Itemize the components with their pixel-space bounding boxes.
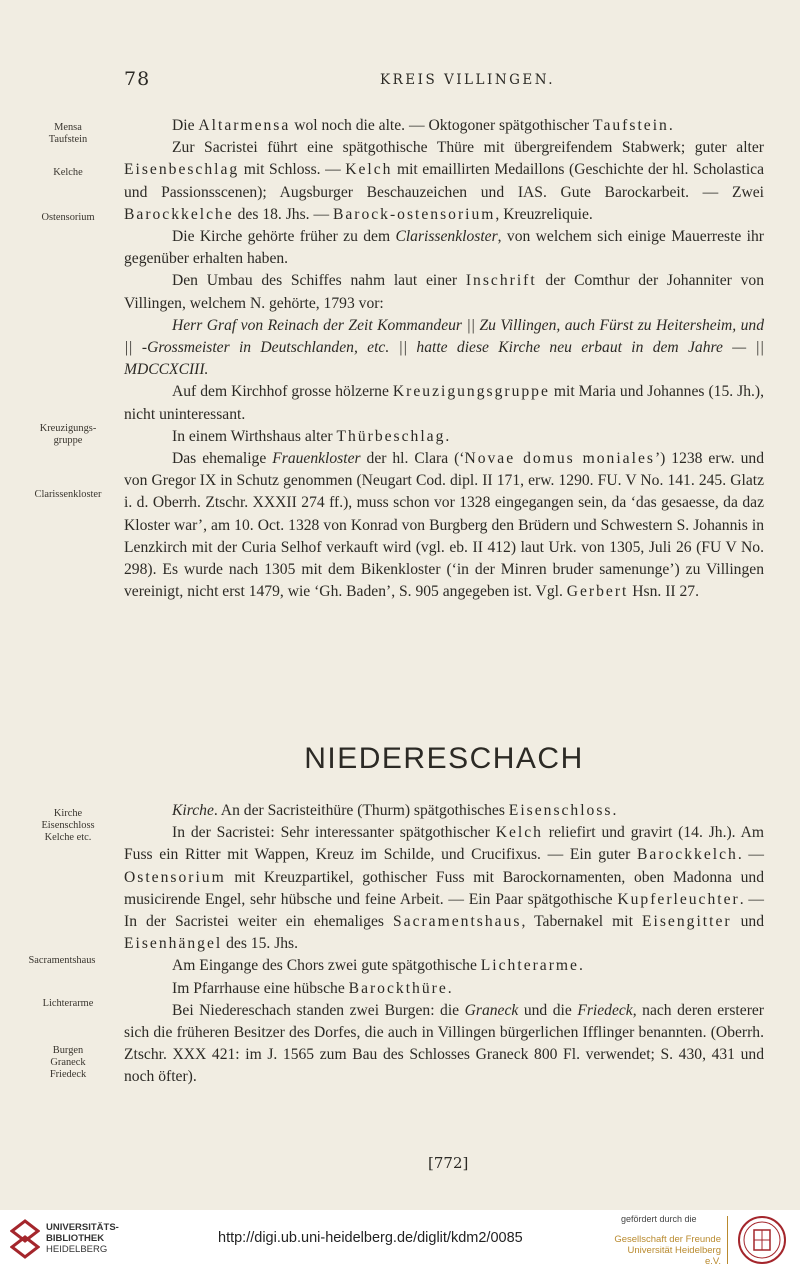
margin-note-kreuzigungsgruppe: Kreuzigungs- bbox=[39, 423, 97, 434]
paragraph: Im Pfarrhause eine hübsche Barockthüre. bbox=[172, 979, 452, 997]
margin-note-burgen: Burgen bbox=[52, 1045, 84, 1056]
university-library-logo-icon[interactable] bbox=[10, 1219, 40, 1259]
paragraph: Bei Niedereschach standen zwei Burgen: die Graneck und die Friedeck, nach deren ersterer sich die früheren Besitzer des Dorfes, die auch in Villingen bürgerlichen Ifflinger benannten. (Oberrh. Ztschr. XXX 421: im J. 1565 zum Bau des Schlosses Graneck 800 Fl. verwendet; S. 430, 431 und noch öfter). bbox=[124, 1001, 764, 1086]
margin-note-kirche: Kirche bbox=[53, 808, 83, 819]
footer-divider bbox=[727, 1216, 728, 1264]
permalink-url[interactable]: http://digi.ub.uni-heidelberg.de/diglit/kdm2/0085 bbox=[218, 1230, 523, 1246]
text-block-niedereschach bbox=[124, 800, 764, 1089]
margin-note-kelche: Kelche bbox=[53, 167, 83, 178]
paragraph: In einem Wirthshaus alter Thürbeschlag. bbox=[172, 427, 450, 445]
text-block-villingen bbox=[124, 115, 764, 603]
university-seal-icon[interactable] bbox=[737, 1215, 787, 1265]
paragraph: Am Eingange des Chors zwei gute spätgothische Lichterarme. bbox=[172, 957, 583, 975]
inscription-verse: Herr Graf von Reinach der Zeit Kommandeur || Zu Villingen, auch Fürst zu Heitersheim, und || -Grossmeister in Deutschlanden, etc. || hatte diese Kirche neu erbaut in dem Jahre — || MDCCXCIII. bbox=[124, 316, 764, 379]
viewer-footer bbox=[0, 1210, 800, 1269]
margin-note-eisenschloss: Eisenschloss bbox=[41, 820, 95, 831]
paragraph: Zur Sacristei führt eine spätgothische Thüre mit übergreifendem Stabwerk; guter alter Eisenbeschlag mit Schloss. — Kelch mit emaillirten Medaillons (Geschichte der hl. Scholastica und Passionsscenen); Augsburger Beschauzeichen und IAS. Gute Barockarbeit. — Zwei Barockkelche des 18. Jhs. — Barock-ostensorium, Kreuzreliquie. bbox=[124, 139, 764, 223]
page-number: 78 bbox=[124, 68, 151, 90]
margin-note-graneck: Graneck bbox=[50, 1057, 86, 1068]
sponsor-name[interactable]: Gesellschaft der Freunde Universität Heidelberg e.V. bbox=[614, 1234, 721, 1267]
margin-note-friedeck: Friedeck bbox=[49, 1069, 87, 1080]
margin-note-lichterarme: Lichterarme bbox=[42, 998, 94, 1009]
original-page-number: [772] bbox=[428, 1154, 469, 1172]
margin-note-ostensorium: Ostensorium bbox=[41, 212, 95, 223]
margin-note-kelche-etc: Kelche etc. bbox=[44, 832, 92, 843]
paragraph: Die Kirche gehörte früher zu dem Clarissenkloster, von welchem sich einige Mauerreste ihr gegenüber erhalten haben. bbox=[124, 228, 764, 268]
margin-note-sacramentshaus: Sacramentshaus bbox=[28, 955, 96, 966]
sponsor-note: gefördert durch die bbox=[621, 1214, 697, 1224]
section-title: NIEDERESCHACH bbox=[304, 742, 584, 775]
paragraph: Kirche. An der Sacristeithüre (Thurm) spätgothisches Eisenschloss. bbox=[172, 802, 617, 819]
running-title: KREIS VILLINGEN. bbox=[380, 72, 556, 88]
paragraph: In der Sacristei: Sehr interessanter spätgothischer Kelch reliefirt und gravirt (14. Jh.). Am Fuss ein Ritter mit Wappen, Kreuz im Schilde, und Crucifixus. — Ein guter Barockkelch. — Ostensorium mit Kreuzpartikel, gothischer Fuss mit Barockornamenten, oben Madonna und musicirende Engel, sehr hübsche und feine Arbeit. — Ein Paar spätgothische Kupferleuchter. — In der Sacristei weiter ein ehemaliges Sacramentshaus, Tabernakel mit Eisengitter und Eisenhängel des 15. Jhs. bbox=[124, 824, 765, 953]
margin-note-mensa: Mensa bbox=[54, 122, 82, 133]
paragraph: Den Umbau des Schiffes nahm laut einer Inschrift der Comthur der Johanniter von Villingen, welchem N. gehörte, 1793 vor: bbox=[124, 272, 764, 312]
paragraph: Das ehemalige Frauenkloster der hl. Clara (‘Novae domus moniales’) 1238 erw. und von Gregor IX in Schutz genommen (Neugart Cod. dipl. II 171, erw. 1290. FU. V No. 141. 245. Glatz i. d. Oberrh. Ztschr. XXXII 274 ff.), muss schon vor 1328 eingegangen sein, da ‘das gesaesse, da daz Kloster war’, am 10. Oct. 1328 von Konrad von Burgberg den Brüdern und Schwestern S. Johannis in Lenzkirch mit der Curia Selhof verkauft wird (vgl. eb. II 412) laut Urk. von 1305, Juli 26 (FU V No. 298). Es wurde nach 1305 mit dem Bikenkloster (‘in der Minren bruder samenunge’) zu Villingen vereinigt, nicht erst 1479, wie ‘Gh. Baden’, S. 905 angegeben ist. Vgl. Gerbert Hsn. II 27. bbox=[124, 450, 764, 601]
margin-note-kreuzigungsgruppe-2: gruppe bbox=[53, 435, 83, 446]
margin-note-clarissenkloster: Clarissenkloster bbox=[34, 489, 102, 500]
paragraph: Auf dem Kirchhof grosse hölzerne Kreuzigungsgruppe mit Maria und Johannes (15. Jh.), nicht uninteressant. bbox=[124, 383, 764, 423]
margin-note-taufstein: Taufstein bbox=[48, 134, 88, 145]
paragraph: Die Altarmensa wol noch die alte. — Oktogoner spätgothischer Taufstein. bbox=[172, 117, 673, 134]
university-library-name[interactable]: UNIVERSITÄTS- BIBLIOTHEK HEIDELBERG bbox=[46, 1222, 119, 1255]
